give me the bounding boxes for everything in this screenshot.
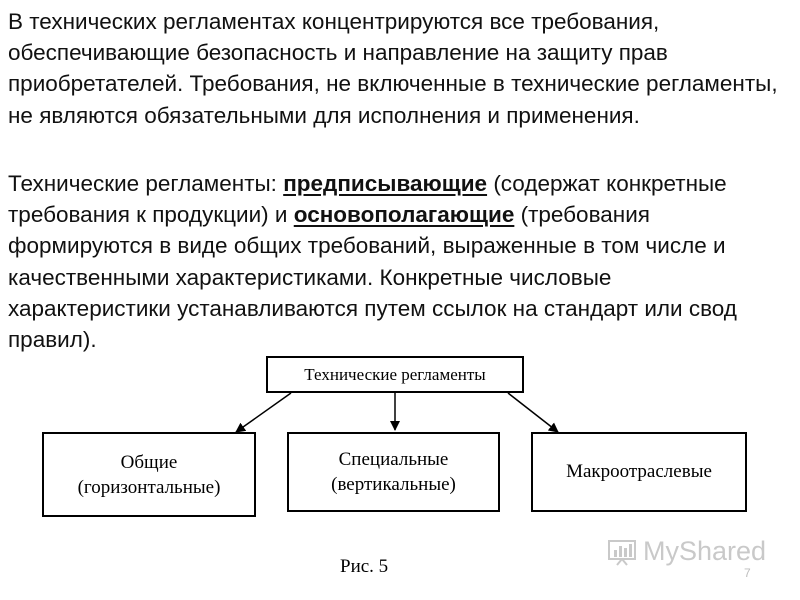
watermark-text: MyShared xyxy=(643,536,767,566)
term-fundamental: основополагающие xyxy=(293,202,515,228)
types-intro-text: Технические регламенты: xyxy=(8,171,284,196)
presentation-chart-icon xyxy=(607,538,637,566)
node-general-title: Общие xyxy=(120,451,178,473)
slide-page-number: 7 xyxy=(744,566,751,580)
types-middle-text: (содержат конкретные требования к продукции) и xyxy=(8,171,727,228)
intro-paragraph: В технических регламентах концентрируются все требования, обеспечивающие безопасность и направление на защиту прав приобретателей. Требования, не включенные в технические регламенты, не являются обязательными для исполнения и применения. xyxy=(8,9,778,128)
node-special-regulations xyxy=(287,432,500,512)
node-special-subtitle: (вертикальные) xyxy=(331,474,456,495)
node-macro-title: Макроотраслевые xyxy=(566,461,712,482)
node-general-subtitle: (горизонтальные) xyxy=(77,476,221,498)
figure-caption: Рис. 5 xyxy=(340,556,389,577)
term-prescriptive: предписывающие xyxy=(283,171,488,196)
watermark-logo xyxy=(607,536,766,567)
node-special-title: Специальные xyxy=(338,449,449,470)
node-general-regulations xyxy=(42,432,256,517)
root-node-technical-regulations xyxy=(266,356,524,393)
arrow-to-macro xyxy=(508,393,558,432)
arrow-to-general xyxy=(236,393,291,432)
types-end-text: (требования формируются в виде общих требований, выраженные в том числе и качественными характеристиками. Конкретные числовые характеристики устанавливаются путем ссылок на стандарт или свод правил). xyxy=(8,202,737,353)
node-macro-sectoral-regulations xyxy=(531,432,747,512)
root-node-label: Технические регламенты xyxy=(304,364,486,384)
